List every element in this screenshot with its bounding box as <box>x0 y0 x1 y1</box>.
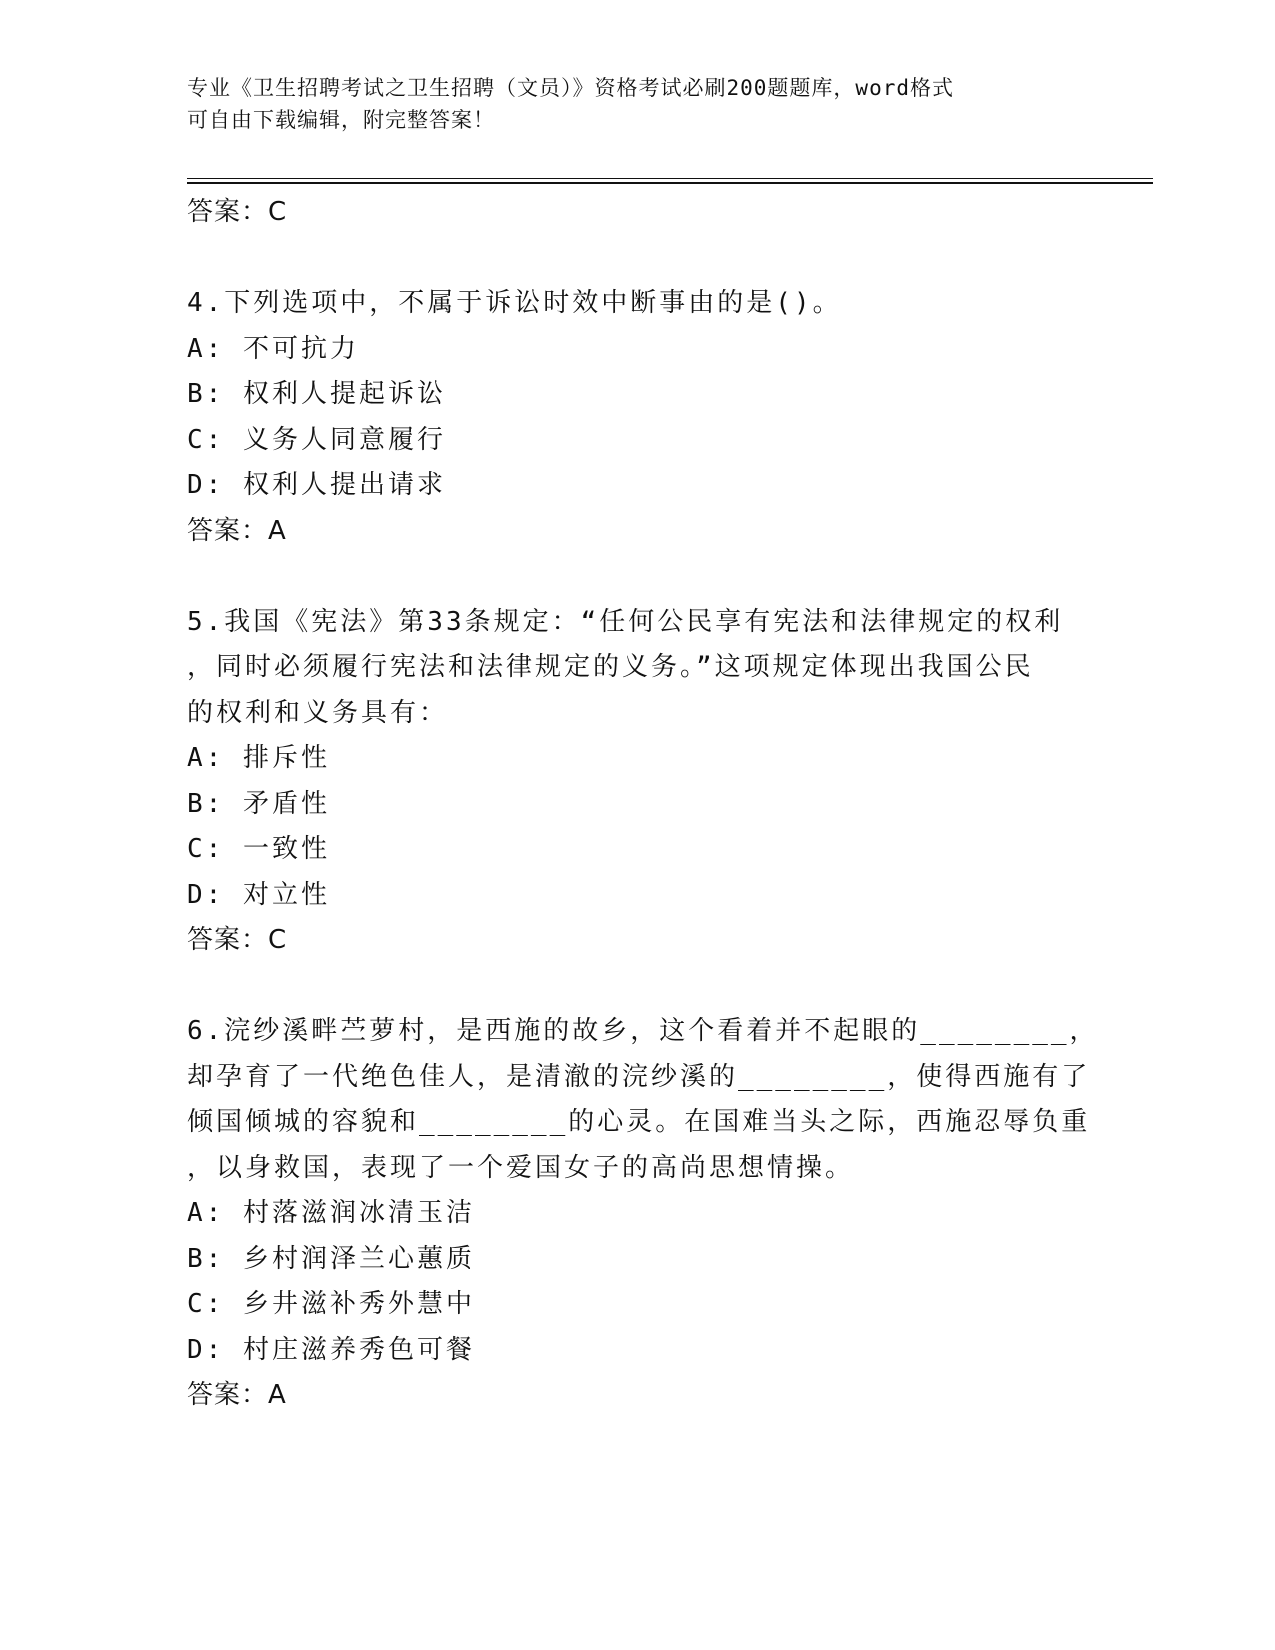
option-d: D: 村庄滋养秀色可餐 <box>187 1334 475 1365</box>
spacer <box>187 964 1087 1010</box>
option-d: D: 对立性 <box>187 879 330 910</box>
option-a: A: 排斥性 <box>187 743 330 773</box>
option-c: C: 义务人同意履行 <box>187 424 446 455</box>
question-content <box>187 190 1099 1419</box>
answer-line: 答案：A <box>187 1380 287 1410</box>
answer-line: 答案：C <box>187 925 288 955</box>
question-text: 却孕育了一代绝色佳人，是清澈的浣纱溪的________，使得西施有了 <box>187 1061 1091 1092</box>
spacer <box>187 236 1087 282</box>
option-b: B: 乡村润泽兰心蕙质 <box>187 1243 475 1274</box>
question-text: 倾国倾城的容貌和________的心灵。在国难当头之际，西施忍辱负重 <box>187 1107 1091 1137</box>
option-d: D: 权利人提出请求 <box>187 470 446 500</box>
question-6 <box>187 1009 1099 1419</box>
question-text: ，以身救国，表现了一个爱国女子的高尚思想情操。 <box>187 1152 855 1183</box>
option-c: C: 一致性 <box>187 834 330 864</box>
spacer <box>187 554 1087 600</box>
question-5 <box>187 600 1087 964</box>
header-line-2: 可自由下载编辑，附完整答案！ <box>187 108 495 132</box>
document-header <box>187 72 1087 136</box>
option-c: C: 乡井滋补秀外慧中 <box>187 1289 475 1319</box>
question-text: 的权利和义务具有： <box>187 697 449 728</box>
option-a: A: 不可抗力 <box>187 333 359 364</box>
question-text: ，同时必须履行宪法和法律规定的义务。”这项规定体现出我国公民 <box>187 652 1034 682</box>
question-4 <box>187 281 1087 554</box>
answer-line: 答案：A <box>187 515 287 546</box>
option-a: A: 村落滋润冰清玉洁 <box>187 1198 475 1228</box>
option-b: B: 权利人提起诉讼 <box>187 379 446 409</box>
option-b: B: 矛盾性 <box>187 788 330 819</box>
question-text: 4.下列选项中，不属于诉讼时效中断事由的是()。 <box>187 288 842 318</box>
question-text: 5.我国《宪法》第33条规定：“任何公民享有宪法和法律规定的权利 <box>187 606 1064 637</box>
question-text: 6.浣纱溪畔苎萝村，是西施的故乡，这个看着并不起眼的________， <box>187 1016 1099 1046</box>
header-line-1: 专业《卫生招聘考试之卫生招聘（文员）》资格考试必刷200题题库，word格式 <box>187 76 954 100</box>
header-divider <box>187 178 1153 184</box>
answer-line: 答案：C <box>187 197 288 227</box>
